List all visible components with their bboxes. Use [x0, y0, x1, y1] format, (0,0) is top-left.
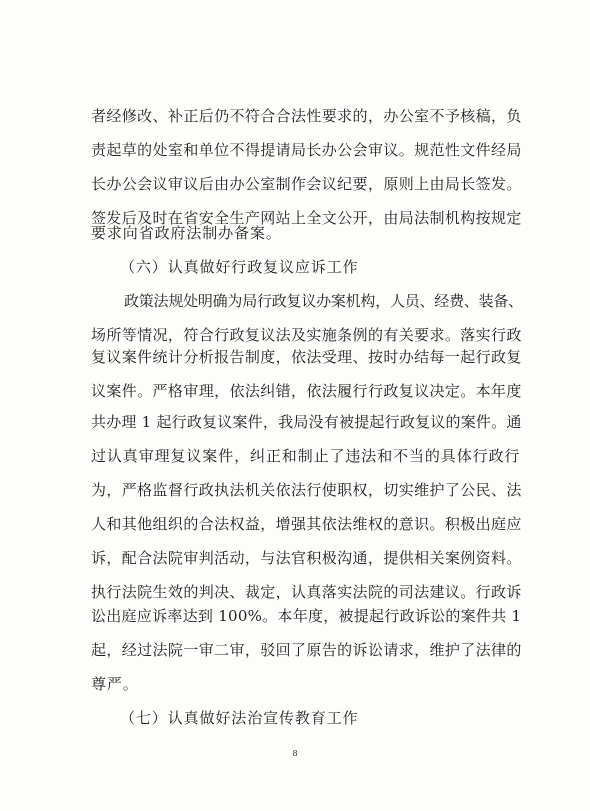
text-line: 执行法院生效的判决、裁定，认真落实法院的司法建议。行政诉 [91, 583, 522, 601]
text-line: 复议案件统计分析报告制度，依法受理、按时办结每一起行政复 [91, 348, 522, 366]
text-line: 起，经过法院一审二审，驳回了原告的诉讼请求，维护了法律的 [91, 641, 522, 659]
text-line: 政策法规处明确为局行政复议办案机构，人员、经费、装备、 [124, 292, 523, 310]
text-line: 人和其他组织的合法权益，增强其依法维权的意识。积极出庭应 [91, 515, 522, 533]
text-line: 为，严格监督行政执法机关依法行使职权，切实维护了公民、法 [91, 481, 522, 499]
page-number: 8 [292, 749, 298, 758]
text-line: 者经修改、补正后仍不符合合法性要求的，办公室不予核稿，负 [91, 107, 522, 125]
text-line: 场所等情况，符合行政复议法及实施条例的有关要求。落实行政 [91, 326, 522, 344]
text-line: 责起草的处室和单位不得提请局长办公会审议。规范性文件经局 [91, 141, 522, 159]
section-heading-7: （七）认真做好法治宣传教育工作 [120, 709, 359, 727]
text-line: 诉，配合法院审判活动，与法官积极沟通，提供相关案例资料。 [91, 549, 522, 567]
text-line: 尊严。 [91, 675, 139, 693]
text-line: 议案件。严格审理，依法纠错，依法履行行政复议决定。本年度 [91, 382, 522, 400]
text-line: 长办公会议审议后由办公室制作会议纪要，原则上由局长签发。 [91, 175, 522, 193]
section-heading-6: （六）认真做好行政复议应诉工作 [120, 258, 359, 276]
text-line: 共办理 1 起行政复议案件，我局没有被提起行政复议的案件。通 [91, 413, 522, 431]
text-line: 过认真审理复议案件，纠正和制止了违法和不当的具体行政行 [91, 447, 521, 465]
text-line: 讼出庭应诉率达到 100%。本年度，被提起行政诉讼的案件共 1 [91, 607, 522, 625]
text-line: 要求向省政府法制办备案。 [91, 224, 282, 242]
text-line: 签发后及时在省安全生产网站上全文公开，由局法制机构按规定 [91, 209, 522, 227]
